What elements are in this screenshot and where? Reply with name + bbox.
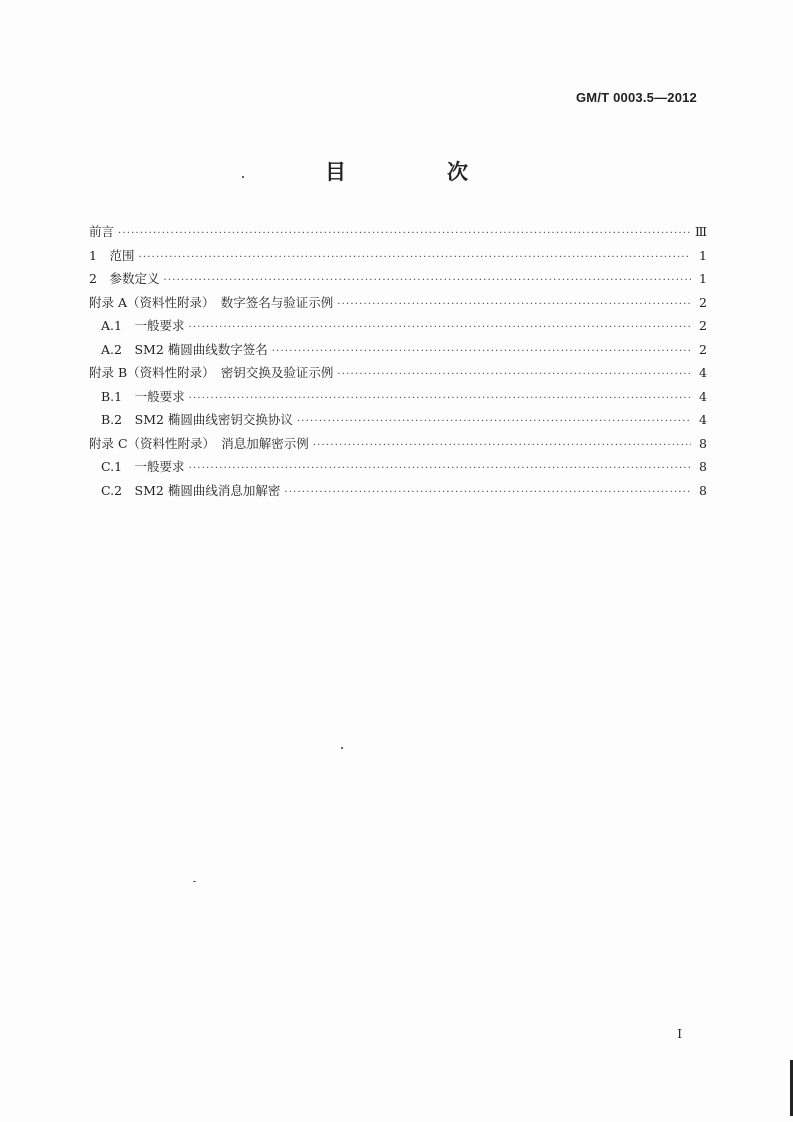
toc-entry-title: 一般要求 [134, 459, 185, 474]
toc-dot-leader [163, 269, 691, 293]
scan-speck [341, 747, 343, 749]
toc-entry-page: 4 [699, 412, 707, 427]
toc-entry-number: 1 [89, 247, 110, 263]
toc-entry[interactable] [89, 361, 707, 385]
toc-entry-page: 4 [699, 388, 707, 404]
toc-entry-page: 1 [699, 247, 707, 263]
toc-dot-leader [138, 246, 691, 270]
toc-entry-title: 附录 C（资料性附录） 消息加解密示例 [89, 435, 309, 451]
toc-dot-leader [189, 457, 691, 481]
toc-entry[interactable] [89, 432, 707, 456]
toc-entry-title: 附录 A（资料性附录） 数字签名与验证示例 [89, 294, 334, 310]
toc-entry-page: 8 [699, 459, 707, 474]
toc-entry-number: A.2 [101, 341, 135, 357]
toc-entry-page: 8 [699, 482, 707, 498]
toc-dot-leader [272, 340, 691, 364]
table-of-contents [89, 220, 707, 502]
toc-entry[interactable] [89, 314, 707, 338]
toc-entry[interactable] [89, 455, 707, 479]
toc-entry-number: A.1 [101, 318, 135, 333]
toc-entry[interactable] [89, 338, 707, 362]
toc-entry[interactable] [89, 479, 707, 503]
toc-entry-page: 4 [699, 365, 707, 380]
toc-dot-leader [118, 222, 691, 246]
toc-dot-leader [313, 434, 691, 458]
toc-dot-leader [189, 387, 691, 411]
page-number: I [677, 1027, 682, 1041]
toc-entry-title: SM2 椭圆曲线密钥交换协议 [134, 412, 293, 427]
toc-entry-page: Ⅲ [694, 224, 707, 239]
toc-entry-title: 一般要求 [134, 318, 185, 333]
toc-entry-page: 2 [699, 341, 707, 357]
toc-entry[interactable] [89, 267, 707, 291]
toc-entry[interactable] [89, 385, 707, 409]
toc-entry-title: 参数定义 [109, 271, 160, 286]
toc-entry-number: B.2 [101, 412, 135, 427]
toc-dot-leader [284, 481, 691, 505]
toc-entry-number: 2 [89, 271, 110, 286]
toc-entry-page: 8 [699, 435, 707, 451]
toc-entry-title: SM2 椭圆曲线消息加解密 [134, 482, 281, 498]
toc-dot-leader [297, 410, 691, 434]
toc-entry-page: 2 [699, 294, 707, 310]
toc-entry-number: C.2 [101, 482, 135, 498]
toc-entry-title: 一般要求 [134, 388, 185, 404]
toc-entry-page: 1 [699, 271, 707, 286]
scan-speck [242, 176, 244, 178]
standard-code: GM/T 0003.5—2012 [576, 90, 697, 105]
toc-entry-number: C.1 [101, 459, 135, 474]
toc-entry[interactable] [89, 244, 707, 268]
toc-entry-number: B.1 [101, 388, 135, 404]
toc-entry-page: 2 [699, 318, 707, 333]
toc-dot-leader [188, 316, 691, 340]
toc-entry[interactable] [89, 220, 707, 244]
toc-entry[interactable] [89, 291, 707, 315]
page-title: 目 次 [325, 160, 508, 184]
scan-speck [193, 881, 196, 882]
toc-entry[interactable] [89, 408, 707, 432]
toc-entry-title: SM2 椭圆曲线数字签名 [134, 341, 268, 357]
toc-entry-title: 附录 B（资料性附录） 密钥交换及验证示例 [89, 365, 334, 380]
toc-dot-leader [337, 363, 691, 387]
toc-entry-title: 范围 [109, 247, 135, 263]
toc-entry-title: 前言 [89, 224, 115, 239]
toc-dot-leader [337, 293, 691, 317]
